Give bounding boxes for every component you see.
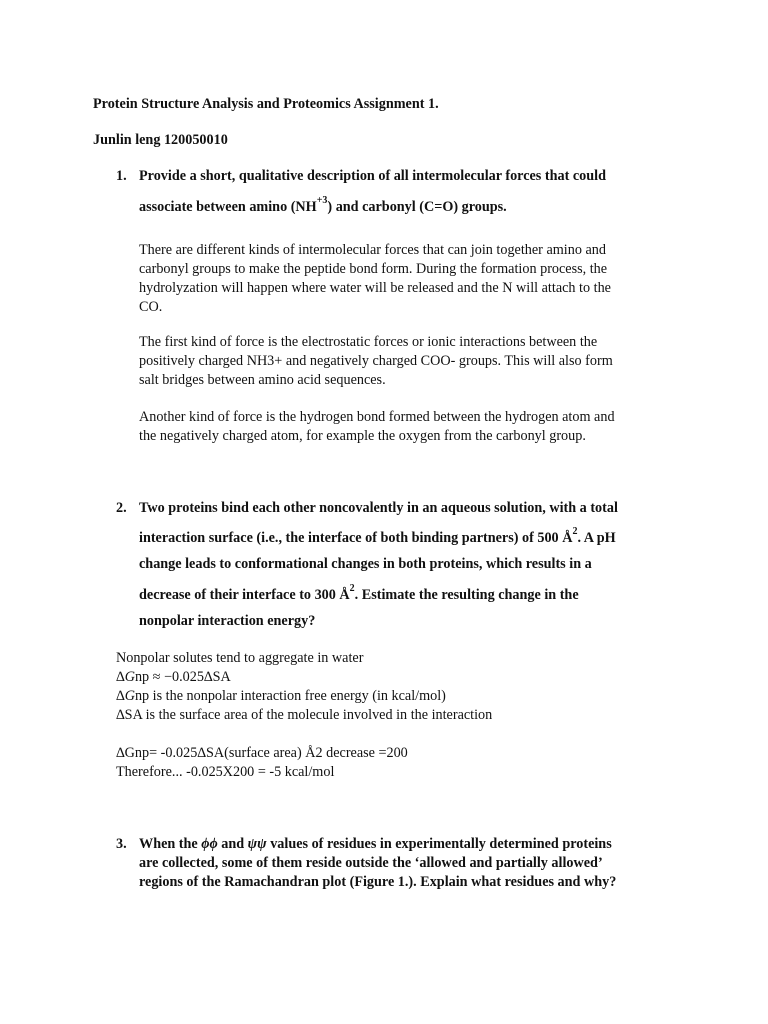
question-3-number: 3. [116,836,127,852]
q3-line1-b: and [217,836,248,852]
phi-symbol: ϕϕ [201,836,218,852]
q1-line2-post: ) and carbonyl (C=O) groups. [327,199,507,215]
question-3-line-2: are collected, some of them reside outside the ‘allowed and partially allowed’ [139,855,603,871]
q2-line4-sup: 2 [349,583,355,595]
question-2-line-5: nonpolar interaction energy? [139,613,316,629]
author-line: Junlin leng 120050010 [93,132,228,148]
q2-answer-line-3 [116,688,446,705]
g-symbol: G [124,669,135,685]
q1-para3-line-2: the negatively charged atom, for example the oxygen from the carbonyl group. [139,428,586,444]
q2-answer-line-2 [116,669,231,686]
psi-symbol: ψψ [247,836,267,852]
q2-answer-line-2-rest: np ≈ −0.025∆SA [134,669,231,685]
question-3-line-3: regions of the Ramachandran plot (Figure 1.). Explain what residues and why? [139,874,617,890]
delta-symbol: ∆ [116,688,125,704]
q1-para1-line-4: CO. [139,299,163,315]
question-1-line-1: Provide a short, qualitative description of all intermolecular forces that could [139,168,606,184]
q2-line4-pre: decrease of their interface to 300 Å [139,587,350,603]
q2-answer-line-5: ∆Gnp= -0.025∆SA(surface area) Å2 decrease =200 [116,745,408,761]
delta-symbol: ∆ [116,669,125,685]
question-2-line-1: Two proteins bind each other noncovalently in an aqueous solution, with a total [139,500,618,516]
q1-para2-line-2: positively charged NH3+ and negatively charged COO- groups. This will also form [139,353,613,369]
question-3-line-1 [139,836,612,853]
q1-line2-pre: associate between amino (NH [139,199,317,215]
q2-answer-line-3-rest: np is the nonpolar interaction free energy (in kcal/mol) [134,688,446,704]
q2-answer-line-1: Nonpolar solutes tend to aggregate in water [116,650,364,666]
question-1-line-2 [139,195,507,216]
q3-line1-a: When the [139,836,202,852]
q1-line2-sup: +3 [316,195,328,207]
q2-line2-sup: 2 [572,526,578,538]
q1-para2-line-3: salt bridges between amino acid sequences. [139,372,386,388]
q2-line2-pre: interaction surface (i.e., the interface of both binding partners) of 500 Å [139,530,573,546]
question-2-number: 2. [116,500,127,516]
document-title: Protein Structure Analysis and Proteomics Assignment 1. [93,96,439,112]
q1-para3-line-1: Another kind of force is the hydrogen bond formed between the hydrogen atom and [139,409,615,425]
question-1-number: 1. [116,168,127,184]
q2-answer-line-6: Therefore... -0.025X200 = -5 kcal/mol [116,764,335,780]
q2-line4-post: . Estimate the resulting change in the [354,587,579,603]
question-2-line-4 [139,583,579,604]
question-2-line-2 [139,526,616,547]
question-2-line-3: change leads to conformational changes in both proteins, which results in a [139,556,592,572]
q1-para2-line-1: The first kind of force is the electrostatic forces or ionic interactions between the [139,334,598,350]
q2-line2-post: . A pH [577,530,616,546]
q1-para1-line-2: carbonyl groups to make the peptide bond form. During the formation process, the [139,261,608,277]
g-symbol: G [124,688,135,704]
q1-para1-line-1: There are different kinds of intermolecular forces that can join together amino and [139,242,606,258]
q1-para1-line-3: hydrolyzation will happen where water will be released and the N will attach to the [139,280,611,296]
q3-line1-c: values of residues in experimentally determined proteins [266,836,612,852]
q2-answer-line-4: ∆SA is the surface area of the molecule involved in the interaction [116,707,493,723]
